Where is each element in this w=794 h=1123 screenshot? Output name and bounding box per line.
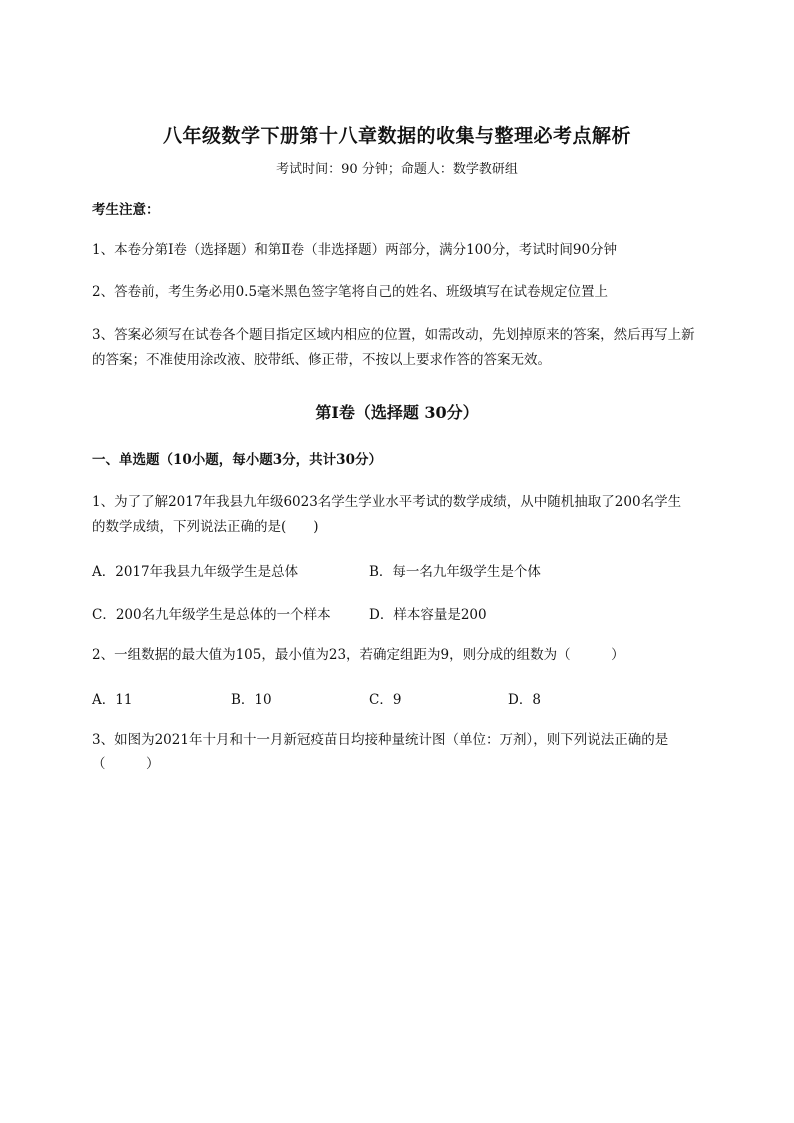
question-3-text-cont: （ ） (92, 756, 160, 772)
question-2-option-b: B．10 (231, 692, 272, 708)
question-2-text: 2、一组数据的最大值为105，最小值为23，若确定组距为9，则分成的组数为（ ） (92, 647, 625, 663)
page-title: 八年级数学下册第十八章数据的收集与整理必考点解析 (162, 125, 631, 147)
question-2-option-a: A．11 (92, 692, 133, 708)
notice-item-3-cont: 的答案；不准使用涂改液、胶带纸、修正带，不按以上要求作答的答案无效。 (92, 352, 551, 368)
question-2-option-d: D．8 (508, 692, 541, 708)
question-3-text: 3、如图为2021年十月和十一月新冠疫苗日均接种量统计图（单位：万剂），则下列说法正确的是 (92, 732, 669, 748)
question-1-option-b: B．每一名九年级学生是个体 (369, 564, 541, 580)
question-1-option-c: C．200名九年级学生是总体的一个样本 (92, 607, 331, 623)
section-title: 第I卷（选择题 30分） (315, 403, 479, 422)
question-2-option-c: C．9 (369, 692, 402, 708)
notice-heading: 考生注意： (92, 202, 160, 218)
notice-item-1: 1、本卷分第I卷（选择题）和第Ⅱ卷（非选择题）两部分，满分100分，考试时间90分钟 (92, 242, 618, 258)
notice-item-2: 2、答卷前，考生务必用0.5毫米黑色签字笔将自己的姓名、班级填写在试卷规定位置上 (92, 284, 609, 300)
question-1-text-cont: 的数学成绩，下列说法正确的是( ) (92, 519, 319, 535)
part-heading: 一、单选题（10小题，每小题3分，共计30分） (92, 452, 382, 468)
exam-info: 考试时间：90 分钟；命题人：数学教研组 (276, 162, 518, 177)
question-1-text: 1、为了了解2017年我县九年级6023名学生学业水平考试的数学成绩，从中随机抽取了200名学生 (92, 494, 682, 510)
question-1-option-d: D．样本容量是200 (369, 607, 487, 623)
notice-item-3: 3、答案必须写在试卷各个题目指定区域内相应的位置，如需改动，先划掉原来的答案，然后再写上新 (92, 327, 695, 343)
question-1-option-a: A．2017年我县九年级学生是总体 (92, 564, 299, 580)
